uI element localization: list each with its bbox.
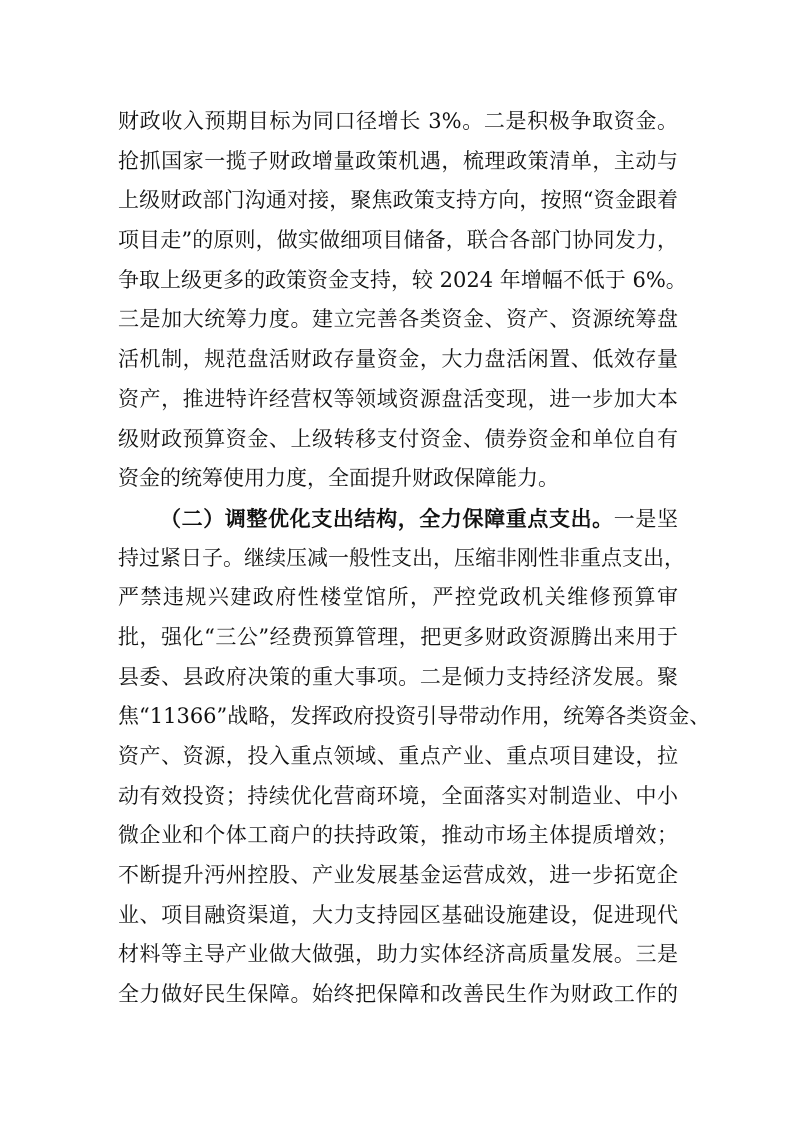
text-line: 争取上级更多的政策资金支持，较 2024 年增幅不低于 6%。: [118, 267, 687, 292]
text-line: 批，强化“三公”经费预算管理，把更多财政资源腾出来用于: [118, 624, 678, 649]
text-line: 财政收入预期目标为同口径增长 3%。二是积极争取资金。: [118, 109, 678, 133]
text-line: 焦“11366”战略，发挥政府投资引导带动作用，统筹各类资金、: [118, 704, 711, 729]
text-line: 持过紧日子。继续压减一般性支出，压缩非刚性非重点支出，: [118, 545, 685, 570]
text-line: 三是加大统筹力度。建立完善各类资金、资产、资源统筹盘: [118, 307, 678, 332]
text-line: 资产、资源，投入重点领域、重点产业、重点项目建设，拉: [118, 744, 678, 768]
text-line: 动有效投资；持续优化营商环境，全面落实对制造业、中小: [118, 783, 678, 808]
text-line: 严禁违规兴建政府性楼堂馆所，严控党政机关维修预算审: [118, 585, 678, 610]
text-line: 资金的统筹使用力度，全面提升财政保障能力。: [118, 466, 559, 491]
text-line: 微企业和个体工商户的扶持政策，推动市场主体提质增效；: [118, 823, 678, 848]
section-heading: （二）调整优化支出结构，全力保障重点支出。: [160, 505, 614, 531]
section-heading-line: [118, 499, 678, 539]
body-text: [118, 102, 711, 1015]
text-line: 全力做好民生保障。始终把保障和改善民生作为财政工作的: [118, 982, 678, 1007]
text-line: 材料等主导产业做大做强，助力实体经济高质量发展。三是: [118, 942, 678, 967]
text-line: 活机制，规范盘活财政存量资金，大力盘活闲置、低效存量: [118, 347, 678, 372]
text-line: 级财政预算资金、上级转移支付资金、债券资金和单位自有: [118, 426, 678, 451]
text-line: 项目走”的原则，做实做细项目储备，联合各部门协同发力，: [118, 228, 678, 253]
text-line: 资产，推进特许经营权等领域资源盘活变现，进一步加大本: [118, 386, 678, 411]
text-line: 上级财政部门沟通对接，聚焦政策支持方向，按照“资金跟着: [118, 188, 678, 213]
text-line: 抢抓国家一揽子财政增量政策机遇，梳理政策清单，主动与: [118, 148, 678, 173]
text-line: 县委、县政府决策的重大事项。二是倾力支持经济发展。聚: [118, 664, 678, 689]
text-line: 业、项目融资渠道，大力支持园区基础设施建设，促进现代: [118, 902, 678, 927]
text-line-tail: 一是坚: [613, 506, 678, 531]
text-line: 不断提升沔州控股、产业发展基金运营成效，进一步拓宽企: [118, 863, 678, 888]
